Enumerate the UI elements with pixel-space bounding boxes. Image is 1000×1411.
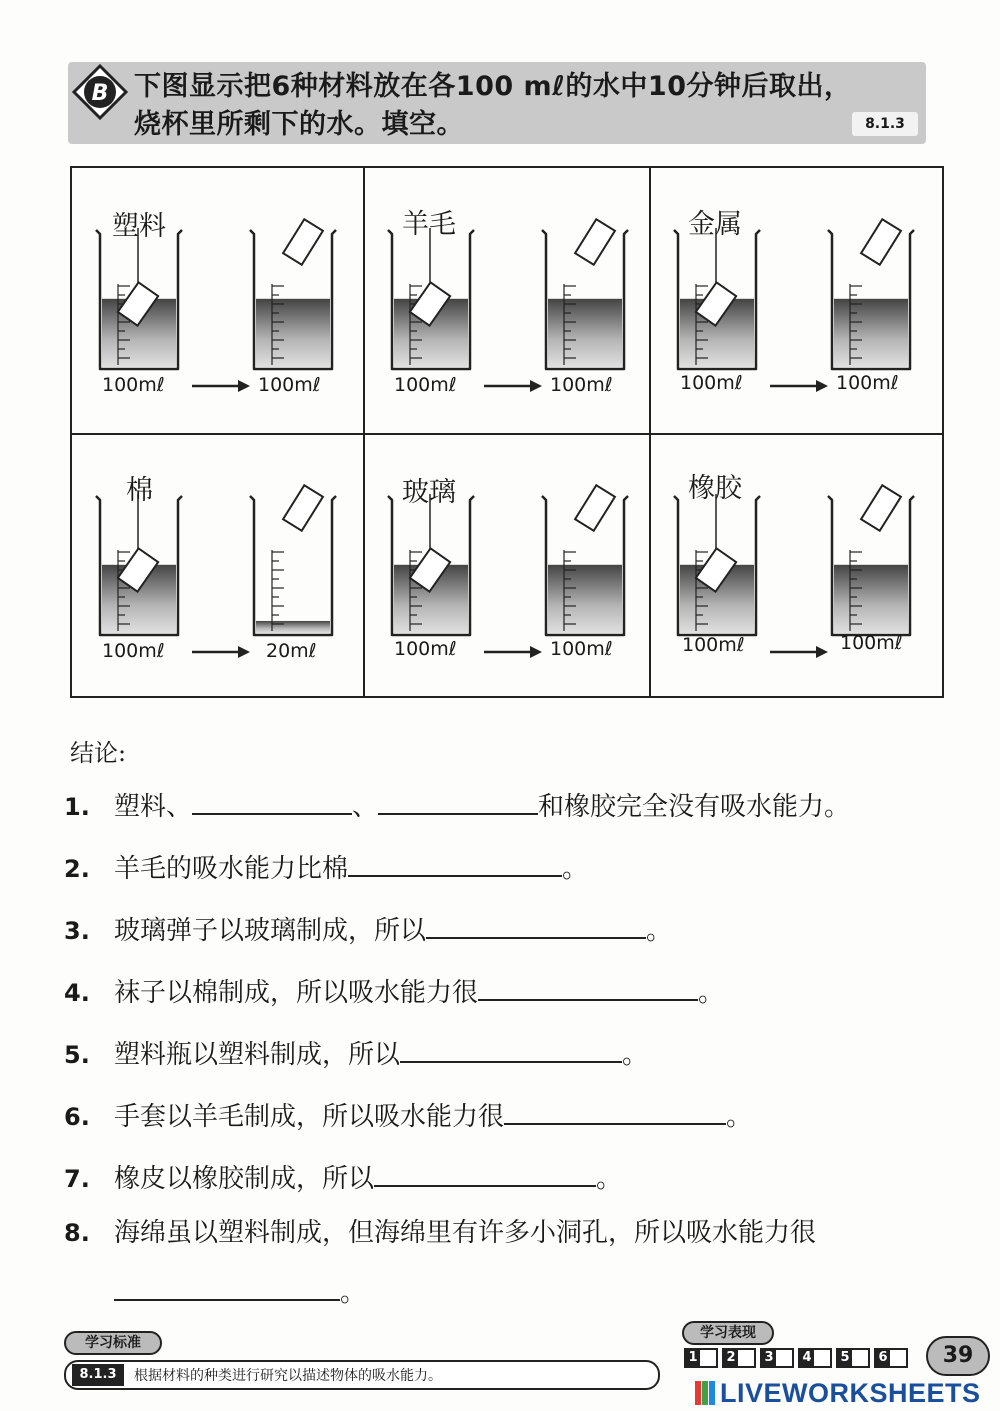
instruction-line-1: 下图显示把6种材料放在各100 mℓ的水中10分钟后取出， bbox=[134, 71, 852, 102]
answer-blank-2[interactable] bbox=[348, 855, 562, 877]
question-1 bbox=[64, 786, 850, 823]
question-text: 手套以羊毛制成，所以吸水能力很 bbox=[114, 1102, 505, 1132]
volume-before-metal: 100mℓ bbox=[680, 372, 743, 394]
learning-standard-description: 根据材料的种类进行研究以描述物体的吸水能力。 bbox=[134, 1368, 442, 1384]
experiment-grid bbox=[70, 166, 944, 698]
learning-standard-label: 学习标准 bbox=[64, 1331, 162, 1355]
question-number: 8. bbox=[64, 1219, 90, 1247]
question-3 bbox=[64, 910, 672, 947]
performance-level-4[interactable]: 4 bbox=[798, 1348, 832, 1368]
question-text: 。 bbox=[698, 978, 725, 1008]
answer-blank-3[interactable] bbox=[426, 917, 646, 939]
question-number: 7. bbox=[64, 1165, 90, 1193]
question-text: 塑料、 bbox=[114, 792, 193, 822]
volume-before-plastic: 100mℓ bbox=[102, 374, 165, 396]
answer-blank-1b[interactable] bbox=[378, 793, 538, 815]
beaker-after-5-removed-block bbox=[575, 485, 615, 531]
question-8-continuation bbox=[114, 1272, 366, 1309]
volume-before-wool: 100mℓ bbox=[394, 374, 457, 396]
arrow-4-head bbox=[238, 646, 250, 658]
conclusion-title: 结论: bbox=[70, 739, 127, 767]
volume-before-glass: 100mℓ bbox=[394, 638, 457, 660]
question-2 bbox=[64, 848, 588, 885]
answer-blank-8[interactable] bbox=[114, 1279, 340, 1301]
answer-blank-7[interactable] bbox=[374, 1165, 596, 1187]
question-text: 。 bbox=[340, 1278, 367, 1308]
page-number: 39 bbox=[926, 1336, 990, 1376]
performance-label: 学习表现 bbox=[682, 1321, 774, 1345]
question-8 bbox=[64, 1212, 816, 1249]
section-letter: B bbox=[91, 81, 109, 106]
volume-before-cotton: 100mℓ bbox=[102, 640, 165, 662]
material-label-cotton: 棉 bbox=[126, 475, 153, 506]
liveworksheets-watermark: LIVEWORKSHEETS bbox=[720, 1378, 981, 1408]
question-text: 。 bbox=[596, 1164, 623, 1194]
beaker-after-4-water bbox=[256, 621, 330, 633]
volume-after-metal: 100mℓ bbox=[836, 372, 899, 394]
volume-after-rubber: 100mℓ bbox=[840, 632, 903, 654]
material-label-plastic: 塑料 bbox=[112, 211, 166, 242]
question-text: 。 bbox=[562, 854, 589, 884]
arrow-5-head bbox=[530, 646, 542, 658]
question-text: 。 bbox=[646, 916, 673, 946]
question-5 bbox=[64, 1034, 648, 1071]
answer-blank-5[interactable] bbox=[400, 1041, 622, 1063]
question-text: 塑料瓶以塑料制成，所以 bbox=[114, 1040, 401, 1070]
performance-level-2[interactable]: 2 bbox=[722, 1348, 756, 1368]
liveworksheets-logo-icon bbox=[694, 1380, 716, 1406]
question-6 bbox=[64, 1096, 752, 1133]
question-text: 。 bbox=[622, 1040, 649, 1070]
performance-level-5[interactable]: 5 bbox=[836, 1348, 870, 1368]
volume-after-wool: 100mℓ bbox=[550, 374, 613, 396]
material-label-wool: 羊毛 bbox=[402, 209, 456, 240]
arrow-3-head bbox=[816, 380, 828, 392]
arrow-1-head bbox=[238, 380, 250, 392]
question-number: 3. bbox=[64, 917, 90, 945]
volume-after-glass: 100mℓ bbox=[550, 638, 613, 660]
answer-blank-1a[interactable] bbox=[192, 793, 352, 815]
performance-levels bbox=[684, 1348, 908, 1368]
beaker-after-2-removed-block bbox=[575, 219, 615, 265]
beaker-after-6-removed-block bbox=[861, 485, 901, 531]
beaker-after-2-water bbox=[548, 299, 622, 367]
material-label-glass: 玻璃 bbox=[402, 477, 456, 508]
answer-blank-6[interactable] bbox=[504, 1103, 726, 1125]
question-text: 袜子以棉制成，所以吸水能力很 bbox=[114, 978, 479, 1008]
beaker-after-3-water bbox=[834, 299, 908, 367]
performance-level-6[interactable]: 6 bbox=[874, 1348, 908, 1368]
question-number: 5. bbox=[64, 1041, 90, 1069]
question-number: 1. bbox=[64, 793, 90, 821]
standard-code-tag: 8.1.3 bbox=[852, 112, 918, 136]
volume-after-plastic: 100mℓ bbox=[258, 374, 321, 396]
beaker-after-6-water bbox=[834, 565, 908, 633]
question-number: 2. bbox=[64, 855, 90, 883]
beaker-after-1-water bbox=[256, 299, 330, 367]
arrow-6-head bbox=[816, 646, 828, 658]
material-label-rubber: 橡胶 bbox=[688, 473, 742, 504]
answer-blank-4[interactable] bbox=[478, 979, 698, 1001]
question-text: 海绵虽以塑料制成，但海绵里有许多小洞孔，所以吸水能力很 bbox=[114, 1218, 817, 1248]
question-text: 和橡胶完全没有吸水能力。 bbox=[538, 792, 851, 822]
question-number: 6. bbox=[64, 1103, 90, 1131]
performance-level-1[interactable]: 1 bbox=[684, 1348, 718, 1368]
question-7 bbox=[64, 1158, 622, 1195]
instruction-text bbox=[134, 68, 914, 144]
question-text: 。 bbox=[726, 1102, 753, 1132]
beaker-after-1-removed-block bbox=[283, 219, 323, 265]
question-number: 4. bbox=[64, 979, 90, 1007]
beaker-after-5-water bbox=[548, 565, 622, 633]
performance-level-3[interactable]: 3 bbox=[760, 1348, 794, 1368]
question-text: 羊毛的吸水能力比棉 bbox=[114, 854, 349, 884]
beaker-after-3-removed-block bbox=[861, 219, 901, 265]
instruction-line-2: 烧杯里所剩下的水。填空。 bbox=[134, 109, 464, 140]
beaker-illustrations bbox=[72, 168, 942, 696]
question-text: 橡皮以橡胶制成，所以 bbox=[114, 1164, 375, 1194]
beaker-after-4-removed-block bbox=[283, 485, 323, 531]
section-badge-icon bbox=[72, 64, 128, 120]
learning-standard-code: 8.1.3 bbox=[72, 1364, 124, 1386]
volume-after-cotton: 20mℓ bbox=[266, 640, 317, 662]
question-text: 、 bbox=[352, 792, 379, 822]
arrow-2-head bbox=[530, 380, 542, 392]
question-text: 玻璃弹子以玻璃制成，所以 bbox=[114, 916, 427, 946]
material-label-metal: 金属 bbox=[688, 209, 742, 240]
question-4 bbox=[64, 972, 724, 1009]
volume-before-rubber: 100mℓ bbox=[682, 634, 745, 656]
